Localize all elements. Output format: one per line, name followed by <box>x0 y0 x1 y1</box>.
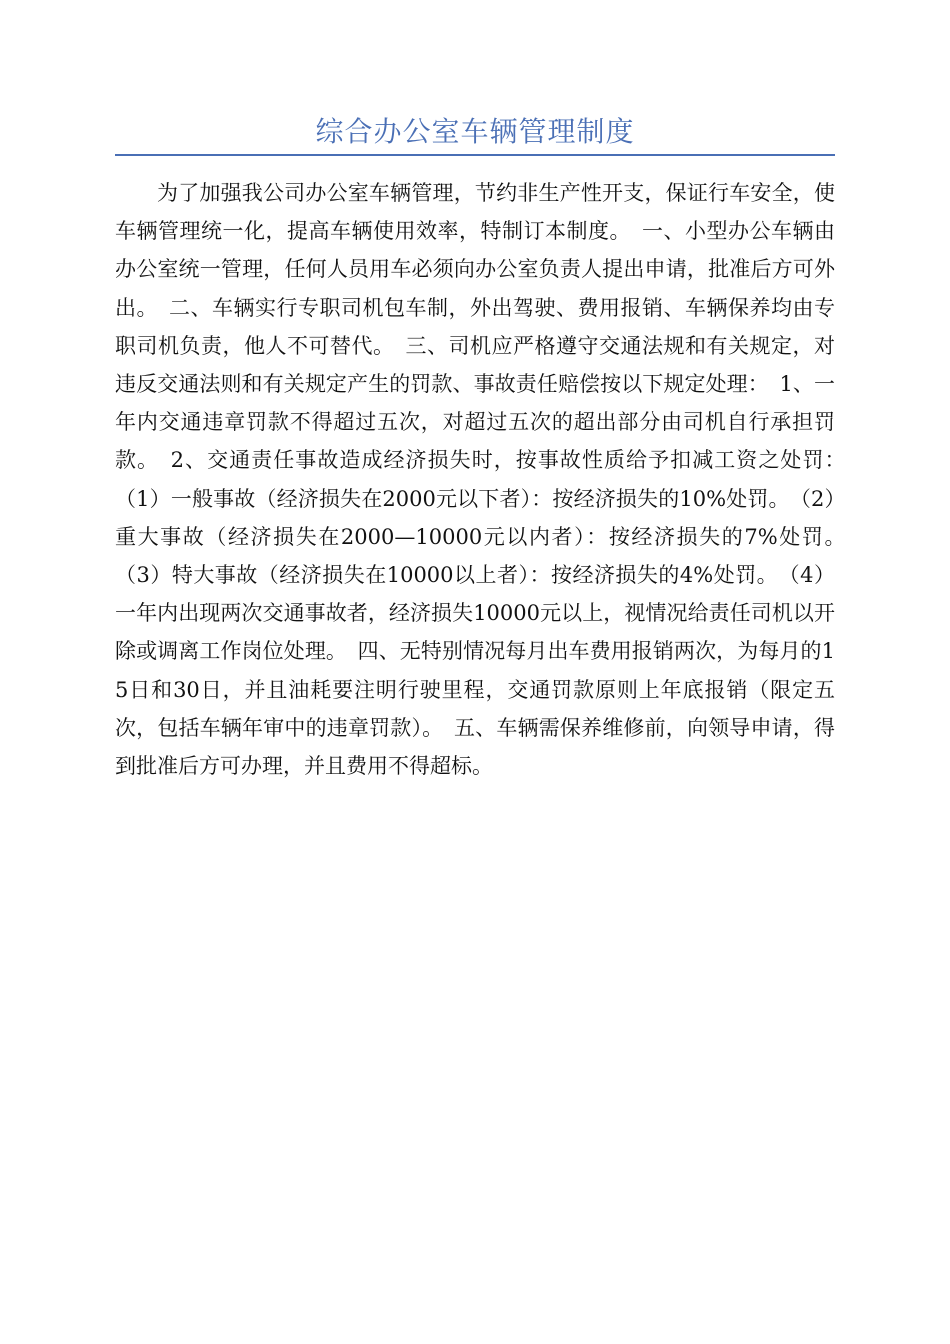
document-title: 综合办公室车辆管理制度 <box>315 115 635 148</box>
document-body: 为了加强我公司办公室车辆管理，节约非生产性开支，保证行车安全，使车辆管理统一化，提高车辆使用效率，特制订本制度。 一、小型办公车辆由办公室统一管理，任何人员用车必须向办公室负责人提出申请，批准后方可外出。 二、车辆实行专职司机包车制，外出驾驶、费用报销、车辆保养均由专职司机负责，他人不可替代。 三、司机应严格遵守交通法规和有关规定，对违反交通法则和有关规定产生的罚款、事故责任赔偿按以下规定处理： 1、一年内交通违章罚款不得超过五次，对超过五次的超出部分由司机自行承担罚款。 2、交通责任事故造成经济损失时，按事故性质给予扣减工资之处罚： （1）一般事故（经济损失在2000元以下者）：按经济损失的10%处罚。 （2）重大事故（经济损失在2000—10000元以内者）：按经济损失的7%处罚。 （3）特大事故（经济损失在10000以上者）：按经济损失的4%处罚。 （4）一年内出现两次交通事故者，经济损失10000元以上，视情况给责任司机以开除或调离工作岗位处理。 四、无特别情况每月出车费用报销两次，为每月的15日和30日，并且油耗要注明行驶里程，交通罚款原则上年底报销（限定五次，包括车辆年审中的违章罚款）。 五、车辆需保养维修前，向领导申请，得到批准后方可办理，并且费用不得超标。 <box>115 181 856 779</box>
title-underline <box>115 154 835 156</box>
